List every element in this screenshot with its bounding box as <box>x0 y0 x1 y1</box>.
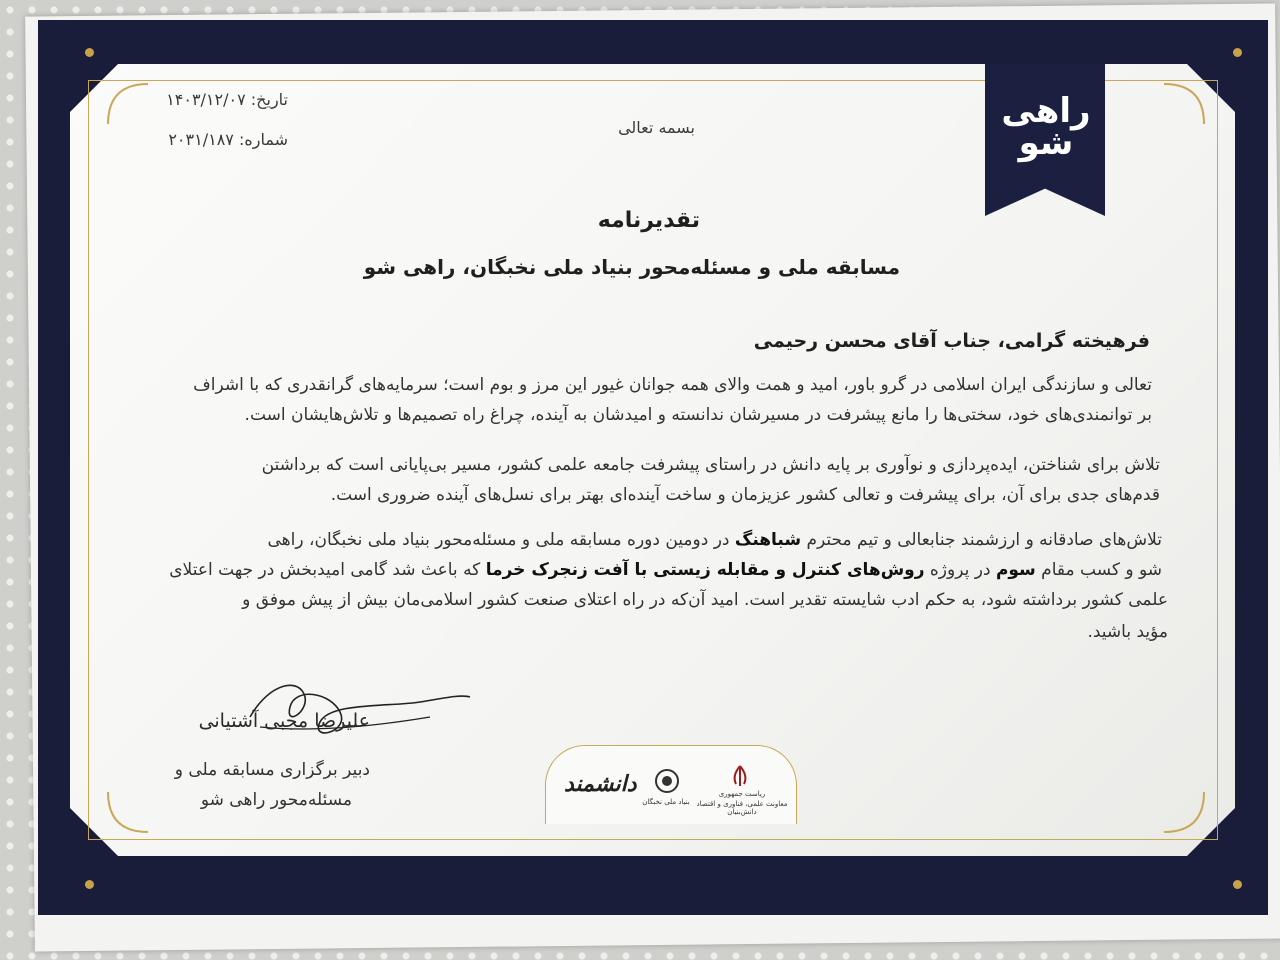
rank-text: سوم <box>995 560 1036 580</box>
rahi-sho-logo <box>992 91 1100 163</box>
signatory-name: علیرضا مجبی آشتیانی <box>198 710 370 732</box>
p3-text: در پروژه <box>924 560 996 580</box>
paragraph-1-line: تعالی و سازندگی ایران اسلامی در گرو باور، امید و همت والای همه جوانان غیور این مرز و بوم است؛ سرمایه‌های گرانقدری که با اشراف <box>193 375 1152 395</box>
certificate-subtitle: مسابقه ملی و مسئله‌محور بنیاد ملی نخبگان، راهی شو <box>363 255 900 279</box>
corner-ornament <box>1162 790 1206 834</box>
daneshmand-logo: دانشمند <box>564 772 637 797</box>
reference-number: شماره: ۲۰۳۱/۱۸۷ <box>168 130 288 149</box>
rahi-sho-logo-line1: راهی <box>1001 91 1091 131</box>
paragraph-1-line: بر توانمندی‌های خود، سختی‌ها را مانع پیشرفت در مسیرشان ندانسته و امیدشان به آینده، چراغ راه تصمیم‌ها و تلاش‌هایشان است. <box>244 405 1152 425</box>
iran-emblem-icon <box>729 764 751 788</box>
p3-text: که باعث شد گامی امیدبخش در جهت اعتلای <box>169 560 486 580</box>
rahi-sho-logo-line2: شو <box>1018 123 1074 163</box>
p3-text: در دومین دوره مسابقه ملی و مسئله‌محور بنیاد ملی نخبگان، راهی <box>267 530 735 550</box>
foundation-label: بنیاد ملی نخبگان <box>642 798 690 806</box>
frame-bolt <box>85 880 94 889</box>
corner-ornament <box>1162 82 1206 126</box>
paragraph-2-line: قدم‌های جدی برای آن، برای پیشرفت و تعالی کشور عزیزمان و ساخت آینده‌ای بهتر برای نسل‌های آینده ضروری است. <box>330 485 1160 505</box>
paragraph-3-line <box>169 560 1162 580</box>
corner-ornament <box>106 82 150 126</box>
p3-text: تلاش‌های صادقانه و ارزشمند جنابعالی و تیم محترم <box>801 530 1162 550</box>
paragraph-3-line: مؤید باشید. <box>1087 622 1168 642</box>
signatory-role: دبیر برگزاری مسابقه ملی و <box>174 760 370 780</box>
vice-presidency-label: معاونت علمی، فناوری و اقتصاد دانش‌بنیان <box>696 800 788 816</box>
invocation: بسمه تعالی <box>618 118 695 137</box>
date-field: تاریخ: ۱۴۰۳/۱۲/۰۷ <box>166 90 288 109</box>
foundation-emblem-icon <box>654 768 680 794</box>
signatory-role: مسئله‌محور راهی شو <box>200 790 352 810</box>
sponsor-logos-panel <box>545 745 797 824</box>
frame-bolt <box>85 48 94 57</box>
frame-bolt <box>1233 880 1242 889</box>
p3-text: شو و کسب مقام <box>1035 560 1162 580</box>
corner-ornament <box>106 790 150 834</box>
paragraph-2-line: تلاش برای شناختن، ایده‌پردازی و نوآوری بر پایه دانش در راستای پیشرفت جامعه علمی کشور، مسیر بی‌پایانی است که برداشتن <box>261 455 1160 475</box>
presidency-label: ریاست جمهوری <box>718 790 766 798</box>
certificate-title: تقدیرنامه <box>597 208 700 233</box>
frame-bolt <box>1233 48 1242 57</box>
paragraph-3-line <box>268 530 1162 550</box>
team-name: شباهنگ <box>734 530 802 550</box>
salutation: فرهیخته گرامی، جناب آقای محسن رحیمی <box>753 330 1150 352</box>
paragraph-3-line: علمی کشور برداشته شود، به حکم ادب شایسته تقدیر است. امید آن‌که در راه اعتلای صنعت کشور اسلامی‌مان بیش از پیش موفق و <box>242 590 1168 610</box>
project-title: روش‌های کنترل و مقابله زیستی با آفت زنجرک خرما <box>485 560 925 580</box>
